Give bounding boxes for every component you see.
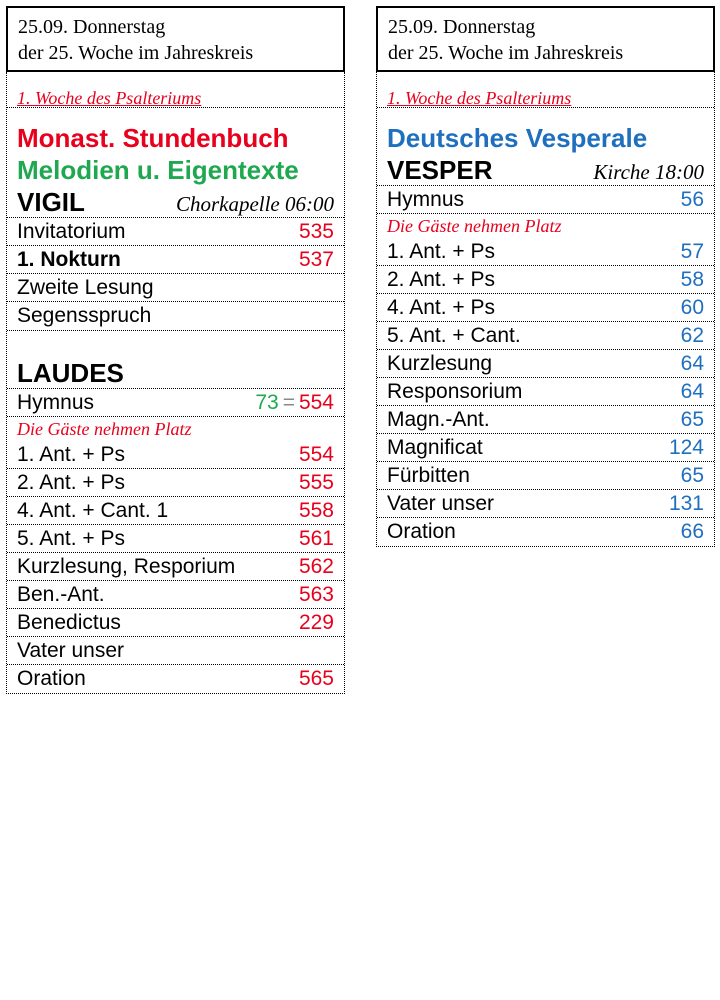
hymnus-pages (255, 391, 334, 415)
vesper-guests-note: Die Gäste nehmen Platz (387, 216, 562, 236)
left-psalter-week: 1. Woche des Psalteriums (7, 72, 344, 108)
row-page: 64 (680, 351, 704, 375)
row-page: 65 (680, 463, 704, 487)
right-psalter-week: 1. Woche des Psalteriums (377, 72, 714, 108)
row-label: Hymnus (387, 187, 465, 211)
vigil-row (7, 274, 344, 302)
row-label: Hymnus (17, 390, 95, 414)
left-week-line: der 25. Woche im Jahreskreis (18, 42, 254, 64)
row-label: Fürbitten (387, 463, 470, 487)
hymnus-book-page: 554 (298, 390, 334, 414)
row-page: 561 (298, 526, 334, 550)
row-label: 4. Ant. + Cant. 1 (17, 498, 169, 522)
row-page: 229 (298, 610, 334, 634)
right-date-header (376, 6, 715, 72)
vigil-rows (7, 218, 344, 330)
laudes-row (7, 553, 344, 581)
right-date-line: 25.09. Donnerstag (388, 16, 536, 38)
vigil-row (7, 302, 344, 330)
row-page: 57 (680, 239, 704, 263)
right-column (376, 6, 715, 547)
row-label: Magnificat (387, 435, 483, 459)
row-label: Ben.-Ant. (17, 582, 105, 606)
row-label: 1. Ant. + Ps (17, 442, 125, 466)
laudes-row (7, 581, 344, 609)
left-book-subtitle: Melodien u. Eigentexte (17, 155, 299, 185)
vesper-rows (377, 238, 714, 546)
row-label: Vater unser (17, 638, 124, 662)
row-label: Vater unser (387, 491, 494, 515)
row-label: Zweite Lesung (17, 275, 154, 299)
vesper-title: VESPER (387, 155, 493, 185)
vigil-row (7, 246, 344, 274)
laudes-rows (7, 441, 344, 693)
vesper-hymnus-row (377, 186, 714, 214)
left-date-line: 25.09. Donnerstag (18, 16, 166, 38)
row-page: 131 (668, 491, 704, 515)
vesper-row (377, 490, 714, 518)
vesper-row (377, 434, 714, 462)
laudes-hymnus-row (7, 389, 344, 417)
row-label: Responsorium (387, 379, 523, 403)
vesper-row (377, 294, 714, 322)
row-page: 537 (298, 247, 334, 271)
laudes-section-title (7, 357, 344, 389)
vesper-row (377, 266, 714, 294)
row-label: 2. Ant. + Ps (387, 267, 495, 291)
left-date-header (6, 6, 345, 72)
laudes-row (7, 665, 344, 693)
row-page: 555 (298, 470, 334, 494)
laudes-row (7, 525, 344, 553)
row-page: 563 (298, 582, 334, 606)
row-page: 66 (680, 520, 704, 543)
vesper-location: Kirche 18:00 (593, 160, 704, 184)
right-book-title: Deutsches Vesperale (387, 123, 648, 153)
row-label: 1. Ant. + Ps (387, 239, 495, 263)
laudes-row (7, 609, 344, 637)
vigil-row (7, 218, 344, 246)
right-schedule (376, 72, 715, 547)
row-label: 4. Ant. + Ps (387, 295, 495, 319)
row-label: Kurzlesung (387, 351, 493, 375)
vesper-row (377, 350, 714, 378)
row-page: 58 (680, 267, 704, 291)
vigil-section-title (7, 186, 344, 218)
row-label: 1. Nokturn (17, 247, 121, 271)
vesper-row (377, 406, 714, 434)
row-label: Oration (387, 520, 456, 543)
left-column (6, 6, 345, 694)
vigil-location: Chorkapelle 06:00 (175, 192, 334, 216)
row-label: Benedictus (17, 610, 121, 634)
left-book-title: Monast. Stundenbuch (17, 123, 289, 153)
row-label: 2. Ant. + Ps (17, 470, 125, 494)
row-page: 62 (680, 323, 704, 347)
row-page: 554 (298, 442, 334, 466)
row-page: 60 (680, 295, 704, 319)
row-page: 124 (668, 435, 704, 459)
row-page: 56 (680, 187, 704, 211)
vesper-row (377, 322, 714, 350)
row-label: Magn.-Ant. (387, 407, 490, 431)
equals-sign: = (282, 390, 295, 414)
row-page: 535 (298, 219, 334, 243)
vigil-title: VIGIL (17, 187, 85, 217)
laudes-row (7, 637, 344, 665)
vesper-row (377, 518, 714, 546)
laudes-row (7, 497, 344, 525)
laudes-guests-note: Die Gäste nehmen Platz (17, 419, 192, 439)
row-label: Segensspruch (17, 304, 152, 327)
vesper-section-title (377, 154, 714, 186)
laudes-title: LAUDES (17, 358, 124, 388)
row-label: 5. Ant. + Cant. (387, 323, 521, 347)
left-schedule (6, 72, 345, 694)
vesper-row (377, 462, 714, 490)
vesper-row (377, 238, 714, 266)
vesper-row (377, 378, 714, 406)
row-label: Invitatorium (17, 219, 126, 243)
row-page: 562 (298, 554, 334, 578)
row-page: 64 (680, 379, 704, 403)
row-page: 565 (298, 667, 334, 690)
row-label: 5. Ant. + Ps (17, 526, 125, 550)
hymnus-melody-page: 73 (255, 390, 279, 414)
laudes-row (7, 469, 344, 497)
row-label: Kurzlesung, Resporium (17, 554, 236, 578)
row-page: 558 (298, 498, 334, 522)
row-label: Oration (17, 667, 86, 690)
laudes-row (7, 441, 344, 469)
right-week-line: der 25. Woche im Jahreskreis (388, 42, 624, 64)
row-page: 65 (680, 407, 704, 431)
